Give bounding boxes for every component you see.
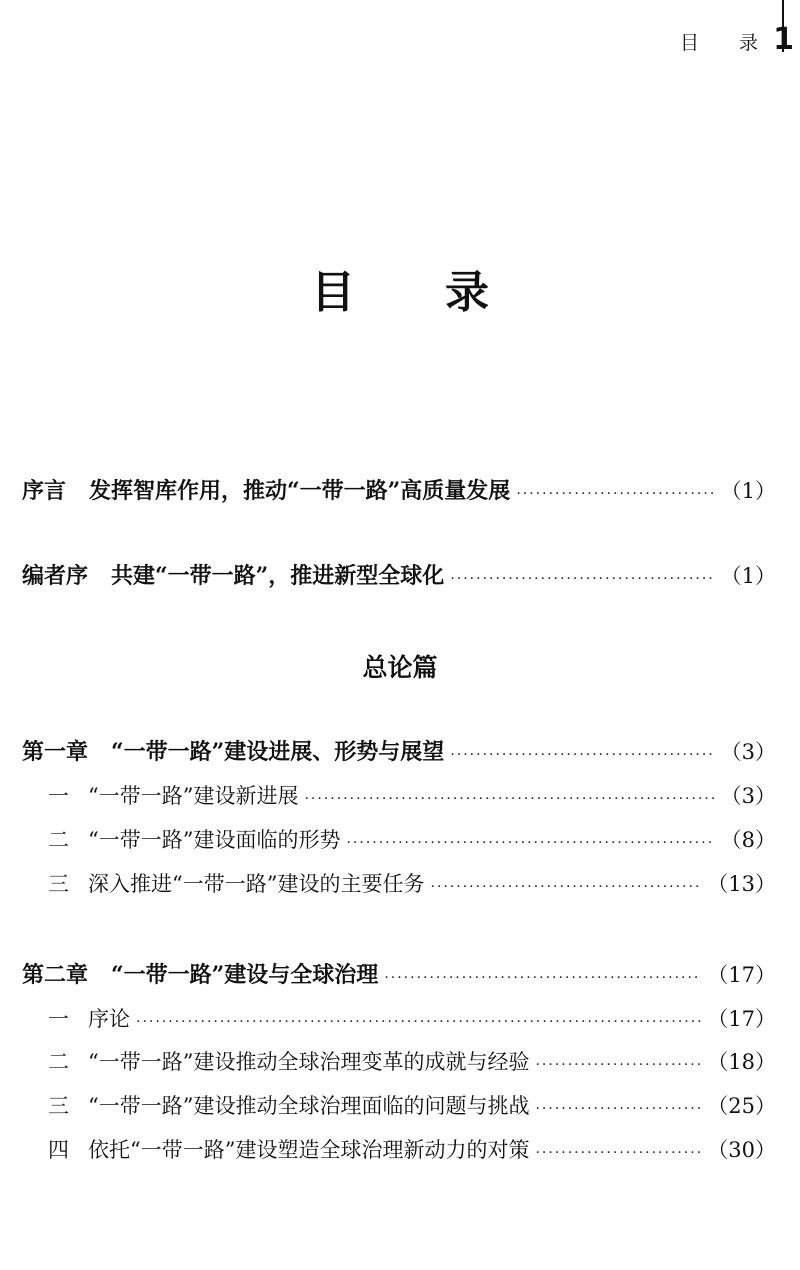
- toc-entry-label: [22, 735, 444, 766]
- toc-section-1-3[interactable]: [48, 868, 776, 902]
- toc-section-title: “一带一路”建设推动全球治理面临的问题与挑战: [88, 1094, 530, 1118]
- toc-section-1-1[interactable]: [48, 780, 776, 814]
- running-head-char: 录: [738, 32, 758, 54]
- leader-dots: [136, 1014, 701, 1030]
- toc-entry-label: [48, 780, 298, 810]
- leader-dots: [450, 571, 714, 587]
- toc-section-1-2[interactable]: [48, 824, 776, 858]
- toc-entry-page: （1）: [720, 564, 776, 588]
- toc-section-num: 二: [48, 1050, 69, 1074]
- toc-entry-page: （3）: [720, 784, 776, 808]
- page-title-char: 录: [445, 267, 489, 318]
- toc-entry-page: （13）: [707, 872, 776, 896]
- toc-entry-head: 编者序: [22, 563, 89, 589]
- section-heading: 总论篇: [362, 653, 438, 682]
- toc-section-title: 序论: [88, 1007, 130, 1031]
- page-number: 1: [773, 22, 794, 57]
- toc-chapter-head: 第一章: [22, 739, 89, 765]
- toc-chapter-title: “一带一路”建设进展、形势与展望: [111, 739, 445, 765]
- toc-entry-title: 共建“一带一路”，推进新型全球化: [111, 563, 445, 589]
- toc-entry-label: [48, 1003, 130, 1033]
- toc-entry-page: （8）: [720, 828, 776, 852]
- leader-dots: [304, 791, 714, 807]
- leader-dots: [535, 1145, 701, 1161]
- toc-section-2-3[interactable]: [48, 1090, 776, 1124]
- toc-chapter-title: “一带一路”建设与全球治理: [111, 962, 379, 988]
- toc-section-2-1[interactable]: [48, 1003, 776, 1037]
- toc-section-title: “一带一路”建设推动全球治理变革的成就与经验: [88, 1050, 530, 1074]
- toc-entry-page: （1）: [720, 479, 776, 503]
- leader-dots: [346, 835, 714, 851]
- toc-entry-head: 序言: [22, 478, 67, 504]
- toc-section-title: 依托“一带一路”建设塑造全球治理新动力的对策: [88, 1138, 530, 1162]
- toc-entry-label: [48, 1090, 529, 1120]
- toc-entry-label: [48, 824, 340, 854]
- toc-section-num: 一: [48, 784, 69, 808]
- toc-entry-label: [48, 868, 424, 898]
- page-title: [0, 256, 800, 320]
- leader-dots: [516, 486, 714, 502]
- toc-entry-label: [48, 1134, 529, 1164]
- running-head-char: 目: [679, 32, 699, 54]
- leader-dots: [450, 747, 714, 763]
- leader-dots: [384, 970, 701, 986]
- running-head: [679, 22, 794, 57]
- toc-section-num: 四: [48, 1138, 69, 1162]
- toc-chapter-1[interactable]: [22, 735, 776, 769]
- toc-section-title: “一带一路”建设面临的形势: [88, 828, 341, 852]
- toc-chapter-2[interactable]: [22, 958, 776, 992]
- leader-dots: [535, 1101, 701, 1117]
- toc-entry-label: [22, 958, 378, 989]
- toc-entry-page: （18）: [707, 1050, 776, 1074]
- toc-section-2-4[interactable]: [48, 1134, 776, 1168]
- toc-section-num: 二: [48, 828, 69, 852]
- toc-section-num: 三: [48, 872, 69, 896]
- leader-dots: [430, 879, 701, 895]
- toc-entry-page: （30）: [707, 1138, 776, 1162]
- toc-entry-page: （17）: [707, 963, 776, 987]
- toc-entry-label: [22, 559, 444, 590]
- toc-entry-page: （17）: [707, 1007, 776, 1031]
- toc-entry-page: （3）: [720, 740, 776, 764]
- toc-section-num: 三: [48, 1094, 69, 1118]
- toc-section-title: “一带一路”建设新进展: [88, 784, 299, 808]
- toc-section-title: 深入推进“一带一路”建设的主要任务: [88, 872, 425, 896]
- running-head-title: [680, 28, 758, 55]
- toc-entry-editor-preface[interactable]: [22, 559, 776, 593]
- toc-entry-label: [48, 1046, 529, 1076]
- toc-section-2-2[interactable]: [48, 1046, 776, 1080]
- toc-entry-page: （25）: [707, 1094, 776, 1118]
- leader-dots: [535, 1057, 701, 1073]
- toc-entry-preface[interactable]: [22, 474, 776, 508]
- toc-entry-title: 发挥智库作用，推动“一带一路”高质量发展: [89, 478, 511, 504]
- page-title-char: 目: [311, 267, 355, 318]
- toc-section-num: 一: [48, 1007, 69, 1031]
- toc-entry-label: [22, 474, 510, 505]
- toc-chapter-head: 第二章: [22, 962, 89, 988]
